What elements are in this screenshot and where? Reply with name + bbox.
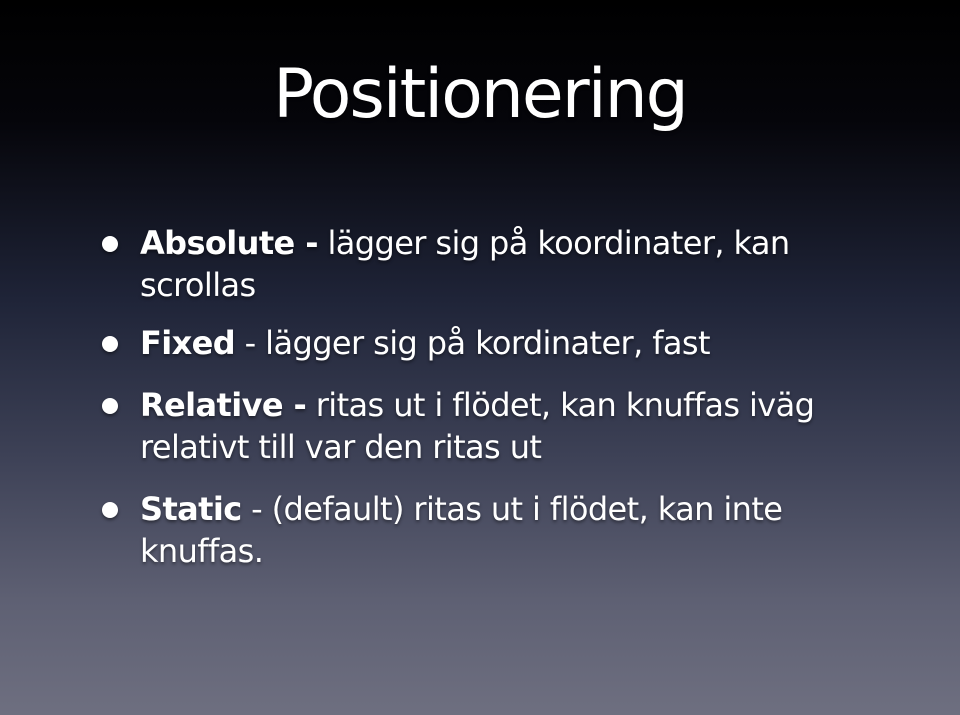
bullet-dot-icon bbox=[102, 502, 118, 518]
bullet-text: - lägger sig på kordinater, fast bbox=[235, 324, 710, 362]
bullet-term: Fixed bbox=[140, 324, 236, 362]
bullet-term: Relative - bbox=[140, 386, 307, 424]
bullet-term: Static bbox=[140, 490, 242, 528]
bullet-relative bbox=[102, 384, 902, 468]
bullet-text: - (default) ritas ut i flödet, kan inte knuffas. bbox=[140, 490, 783, 570]
bullet-list bbox=[102, 222, 902, 572]
bullet-text: lägger sig på koordinater, kan scrollas bbox=[140, 224, 790, 304]
bullet-static bbox=[102, 488, 902, 572]
bullet-fixed bbox=[102, 322, 902, 364]
bullet-absolute bbox=[102, 222, 902, 306]
bullet-dot-icon bbox=[102, 398, 118, 414]
bullet-text: ritas ut i flödet, kan knuffas iväg relativt till var den ritas ut bbox=[140, 386, 815, 466]
bullet-term: Absolute - bbox=[140, 224, 318, 262]
bullet-dot-icon bbox=[102, 236, 118, 252]
slide-title: Positionering bbox=[273, 55, 687, 134]
bullet-dot-icon bbox=[102, 336, 118, 352]
